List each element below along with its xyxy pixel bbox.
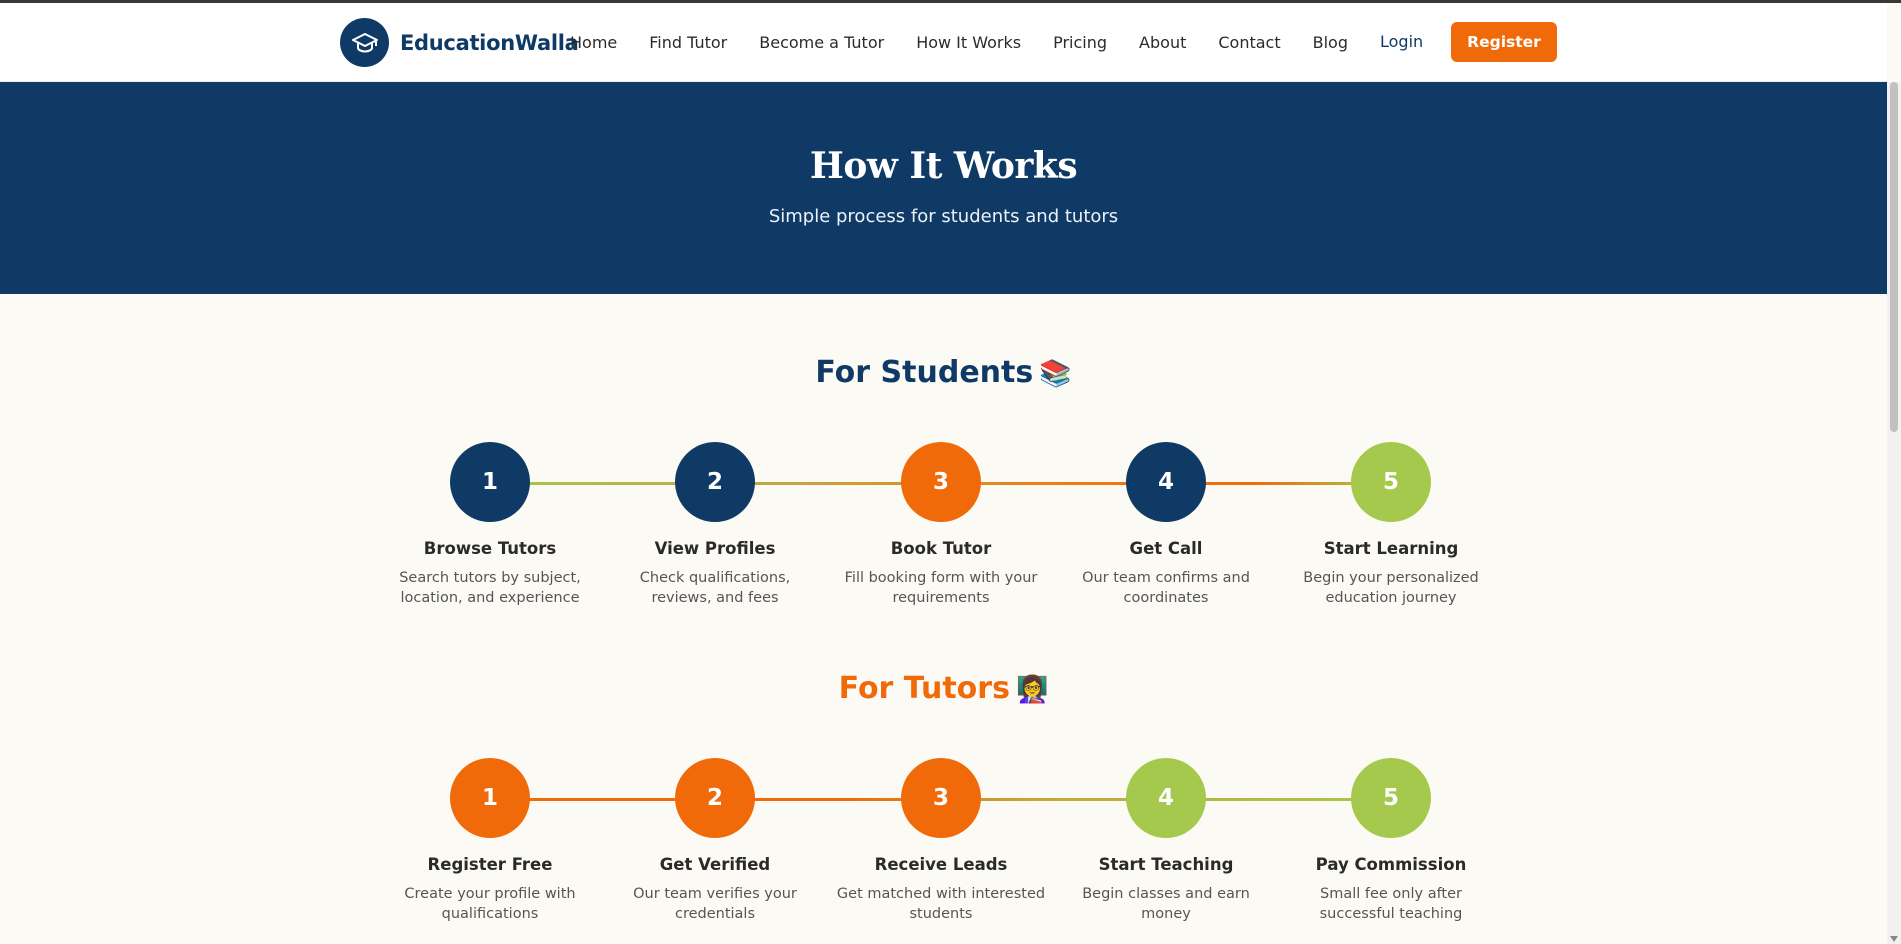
nav-home[interactable]: Home <box>570 33 618 52</box>
nav-contact[interactable]: Contact <box>1218 33 1281 52</box>
books-icon: 📚 <box>1039 359 1072 389</box>
tutors-section-title <box>0 671 1887 706</box>
step-description: Check qualifications, reviews, and fees <box>639 570 791 606</box>
hero-banner <box>0 82 1887 294</box>
nav-blog[interactable]: Blog <box>1312 33 1348 52</box>
students-section-title <box>0 355 1887 390</box>
step-title: View Profiles <box>654 539 776 558</box>
page-subtitle: Simple process for students and tutors <box>768 206 1119 227</box>
page-scrollbar[interactable] <box>1887 82 1901 944</box>
students-step-3 <box>831 442 1051 608</box>
tutors-step-4 <box>1056 758 1276 924</box>
step-number-badge: 5 <box>1351 442 1431 522</box>
step-title: Book Tutor <box>890 539 992 558</box>
tutors-step-3 <box>831 758 1051 924</box>
brand-name: EducationWalla <box>400 30 579 55</box>
step-title: Start Learning <box>1323 539 1459 558</box>
step-number-badge: 2 <box>675 758 755 838</box>
tutors-step-2 <box>605 758 825 924</box>
students-title-text: For Students <box>815 355 1034 390</box>
step-title: Register Free <box>427 855 553 874</box>
nav-pricing[interactable]: Pricing <box>1053 33 1108 52</box>
nav-find-tutor[interactable]: Find Tutor <box>649 33 728 52</box>
main-nav <box>570 3 1380 82</box>
step-number-badge: 5 <box>1351 758 1431 838</box>
students-step-1 <box>380 442 600 608</box>
brand-logo[interactable] <box>340 18 579 67</box>
step-number-badge: 1 <box>450 442 530 522</box>
step-description: Fill booking form with your requirements <box>844 570 1038 606</box>
scrollbar-thumb[interactable] <box>1890 82 1898 432</box>
step-number-badge: 4 <box>1126 758 1206 838</box>
step-title: Pay Commission <box>1315 855 1467 874</box>
graduation-cap-icon <box>340 18 389 67</box>
step-number-badge: 1 <box>450 758 530 838</box>
tutors-step-1 <box>380 758 600 924</box>
step-description: Create your profile with qualifications <box>404 886 576 922</box>
students-step-2 <box>605 442 825 608</box>
login-link[interactable]: Login <box>1380 32 1424 51</box>
step-description: Begin classes and earn money <box>1082 886 1250 922</box>
step-number-badge: 3 <box>901 758 981 838</box>
tutors-title-text: For Tutors <box>838 671 1010 706</box>
step-title: Start Teaching <box>1098 855 1234 874</box>
step-title: Get Verified <box>659 855 771 874</box>
site-header <box>0 3 1887 82</box>
register-button[interactable]: Register <box>1451 22 1557 62</box>
step-description: Our team verifies your credentials <box>633 886 797 922</box>
step-description: Small fee only after successful teaching <box>1319 886 1463 922</box>
students-step-5 <box>1281 442 1501 608</box>
step-title: Receive Leads <box>874 855 1008 874</box>
students-step-4 <box>1056 442 1276 608</box>
step-number-badge: 4 <box>1126 442 1206 522</box>
scroll-down-arrow-icon[interactable] <box>1890 936 1898 942</box>
nav-about[interactable]: About <box>1139 33 1187 52</box>
nav-how-it-works[interactable]: How It Works <box>916 33 1022 52</box>
step-description: Begin your personalized education journey <box>1303 570 1479 606</box>
step-number-badge: 3 <box>901 442 981 522</box>
step-description: Our team confirms and coordinates <box>1082 570 1250 606</box>
step-title: Browse Tutors <box>423 539 557 558</box>
step-number-badge: 2 <box>675 442 755 522</box>
tutors-step-5 <box>1281 758 1501 924</box>
step-description: Get matched with interested students <box>836 886 1046 922</box>
step-title: Get Call <box>1129 539 1203 558</box>
step-description: Search tutors by subject, location, and experience <box>399 570 581 606</box>
teacher-icon: 👩‍🏫 <box>1015 675 1049 705</box>
page-title: How It Works <box>809 145 1078 187</box>
nav-become-tutor[interactable]: Become a Tutor <box>759 33 885 52</box>
